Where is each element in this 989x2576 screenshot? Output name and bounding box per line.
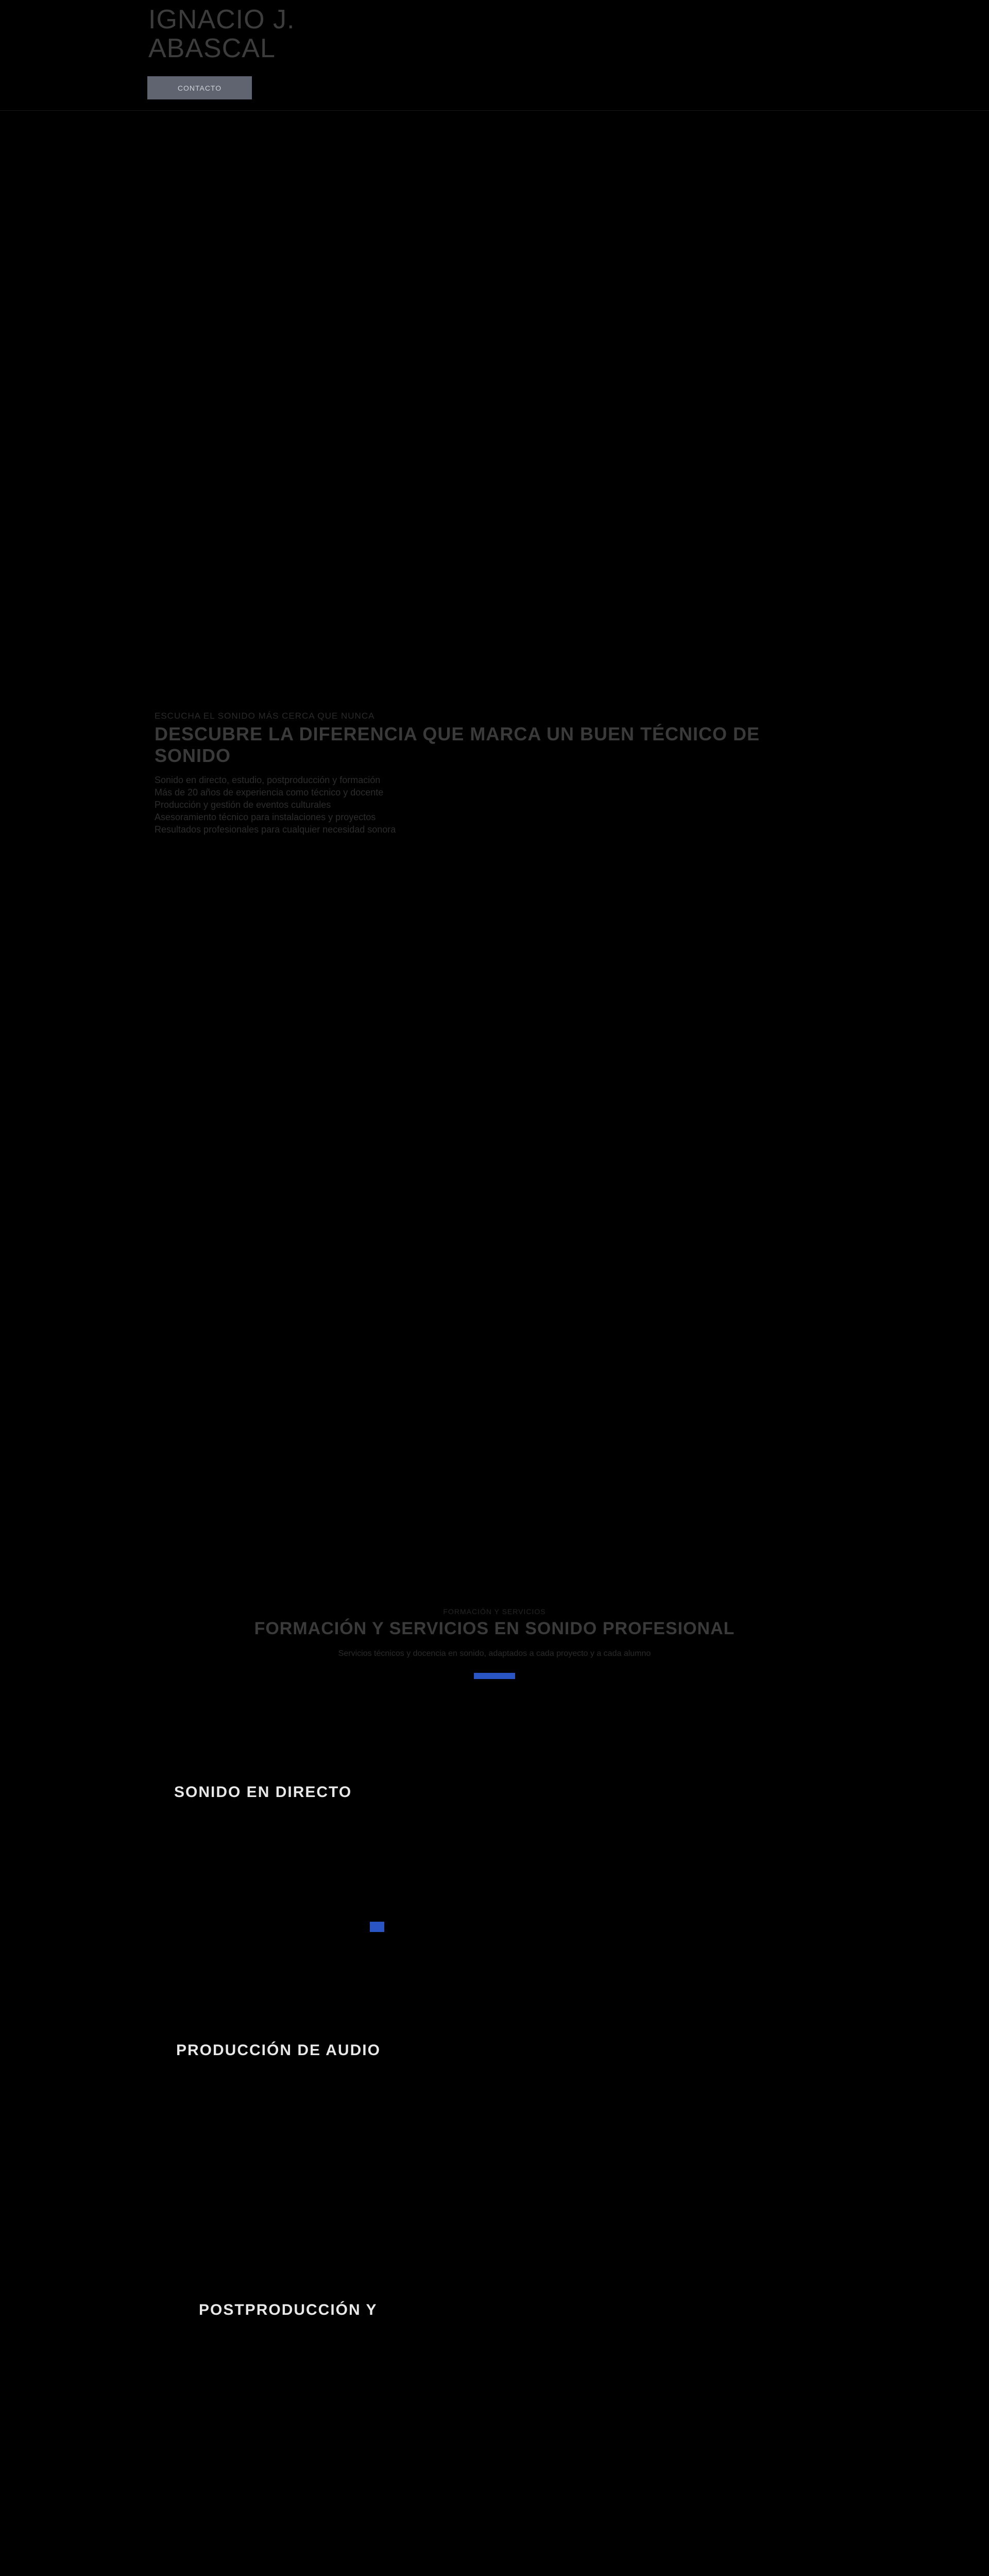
service-title-live-sound: SONIDO EN DIRECTO — [174, 1784, 352, 1801]
site-header — [0, 0, 989, 111]
hero-title: DESCUBRE LA DIFERENCIA QUE MARCA UN BUEN TÉCNICO DE SONIDO — [155, 723, 760, 766]
brand-logo[interactable] — [148, 5, 295, 63]
service-title-audio-production: PRODUCCIÓN DE AUDIO — [176, 2042, 381, 2059]
hero-feature: Resultados profesionales para cualquier necesidad sonora — [155, 824, 396, 835]
hero-feature-list — [155, 774, 773, 836]
service-live-sound-button[interactable] — [370, 1922, 384, 1932]
services-title: FORMACIÓN Y SERVICIOS EN SONIDO PROFESIONAL — [254, 1619, 735, 1638]
hero-section — [155, 711, 773, 836]
services-intro — [0, 1607, 989, 1679]
contact-button[interactable]: CONTACTO — [147, 76, 252, 99]
hero-eyebrow: ESCUCHA EL SONIDO MÁS CERCA QUE NUNCA — [155, 711, 375, 721]
brand-name-line2: ABASCAL — [148, 33, 276, 63]
hero-feature: Producción y gestión de eventos culturales — [155, 800, 331, 810]
brand-name-line1: IGNACIO J. — [148, 5, 295, 35]
services-subtitle: Servicios técnicos y docencia en sonido, adaptados a cada proyecto y a cada alumno — [338, 1649, 651, 1658]
hero-feature: Más de 20 años de experiencia como técnico y docente — [155, 787, 384, 798]
services-cta-button[interactable] — [474, 1673, 515, 1679]
hero-feature: Sonido en directo, estudio, postproducción y formación — [155, 775, 381, 785]
hero-feature: Asesoramiento técnico para instalaciones y proyectos — [155, 812, 376, 822]
services-eyebrow: FORMACIÓN Y SERVICIOS — [443, 1607, 546, 1616]
service-title-postproduction: POSTPRODUCCIÓN Y — [199, 2301, 378, 2318]
